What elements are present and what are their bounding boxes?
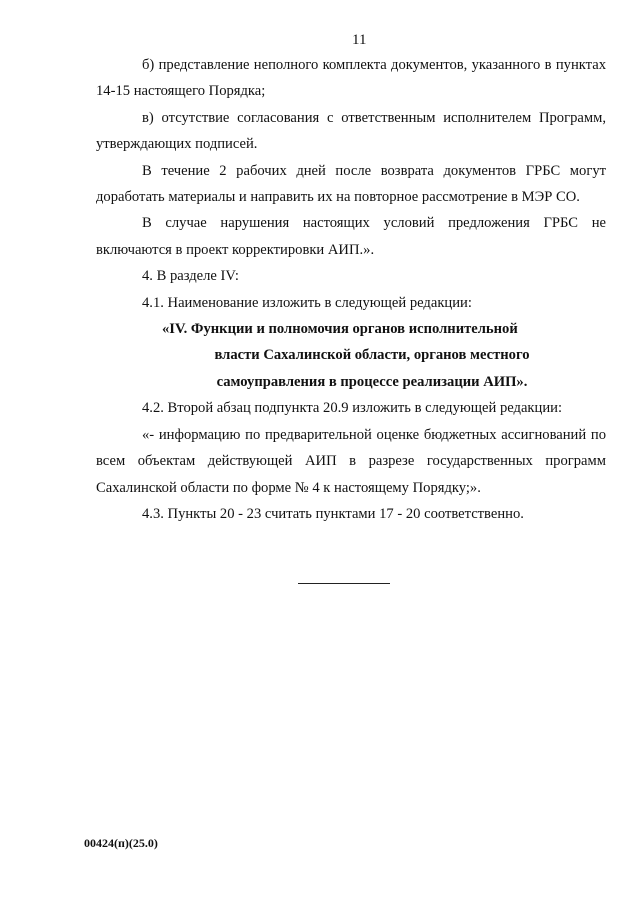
paragraph-return-deadline: В течение 2 рабочих дней после возврата документов ГРБС могут доработать материалы и направить их на повторное рассмотрение в МЭР СО. — [96, 162, 606, 206]
item-4-1: 4.1. Наименование изложить в следующей редакции: — [142, 294, 472, 311]
paragraph-v: в) отсутствие согласования с ответственным исполнителем Программ, утверждающих подписей. — [96, 109, 606, 153]
section-heading-line-2: власти Сахалинской области, органов местного — [214, 347, 530, 364]
page-number: 11 — [352, 32, 367, 48]
paragraph-b: б) представление неполного комплекта документов, указанного в пунктах 14-15 настоящего Порядка; — [96, 57, 606, 100]
item-4: 4. В разделе IV: — [142, 268, 239, 285]
end-divider — [298, 583, 390, 584]
item-4-2: 4.2. Второй абзац подпункта 20.9 изложить в следующей редакции: — [142, 400, 563, 417]
document-body — [96, 52, 606, 527]
quoted-paragraph: «- информацию по предварительной оценке бюджетных ассигнований по всем объектам действующей АИП в разрезе государственных программ Сахалинской области по форме № 4 к настоящему Порядку;». — [96, 426, 606, 496]
section-heading-line-1: «IV. Функции и полномочия органов исполнительной — [162, 321, 518, 338]
item-4-3: 4.3. Пункты 20 - 23 считать пунктами 17 - 20 соответственно. — [142, 505, 524, 522]
paragraph-violation: В случае нарушения настоящих условий предложения ГРБС не включаются в проект корректировки АИП.». — [96, 215, 606, 258]
section-heading-line-3: самоуправления в процессе реализации АИП». — [216, 373, 528, 390]
section-heading — [96, 316, 582, 395]
document-code: 00424(п)(25.0) — [84, 836, 158, 850]
